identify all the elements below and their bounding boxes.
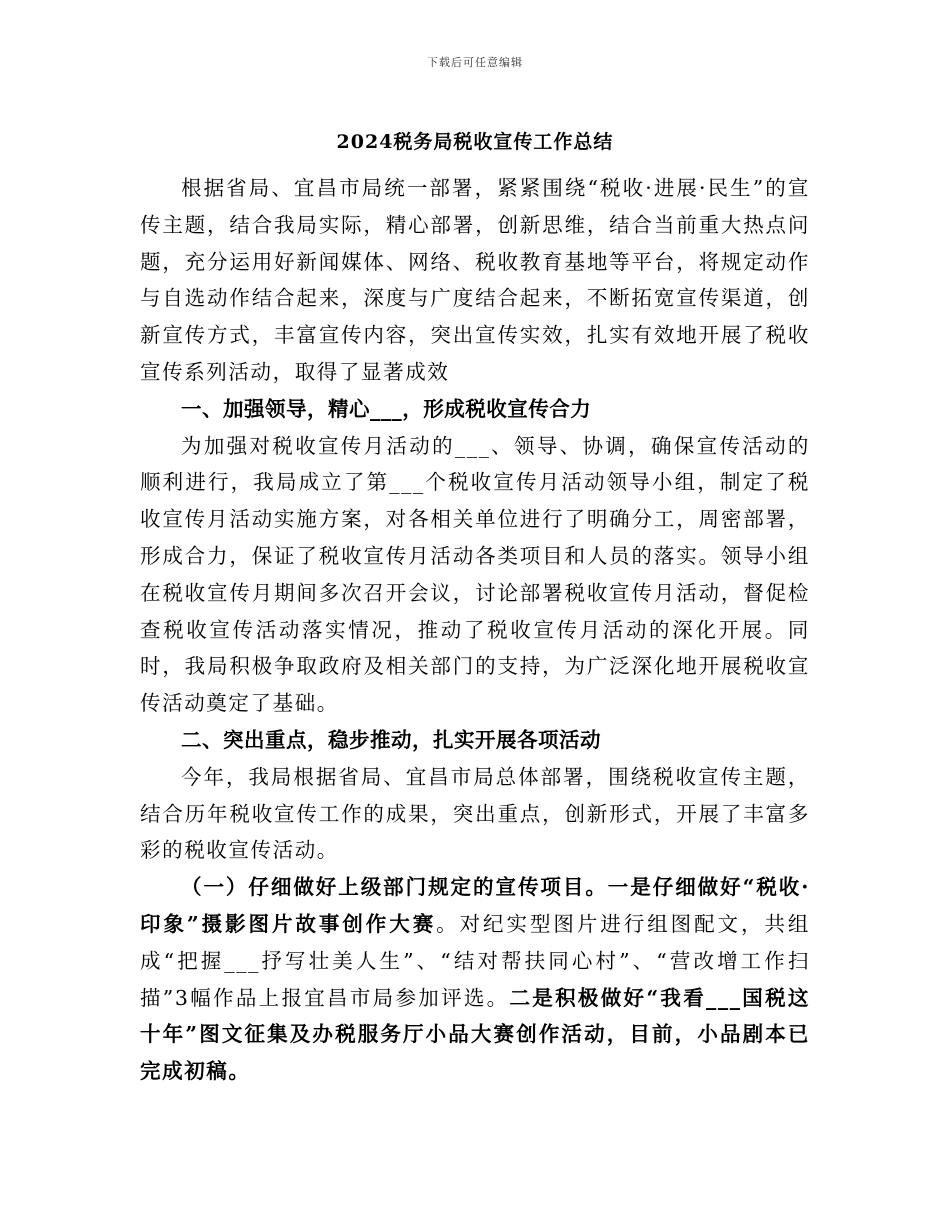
document-body (140, 170, 810, 1090)
subsection-1-paragraph (140, 869, 810, 1090)
document-title: 2024税务局税收宣传工作总结 (336, 131, 614, 153)
section-1-heading: 一、加强领导，精心___，形成税收宣传合力 (181, 396, 592, 421)
subsection-1-second-item: 二是积极做好“我看___国税这十年”图文征集及办税服务厅小品大赛创作活动，目前，小品剧本已完成初稿。 (140, 985, 810, 1084)
page-header-note: 下载后可任意编辑 (427, 56, 523, 69)
subsection-1-detail: 。对纪实型图片进行组图配文，共组成“把握___抒写壮美人生”、“结对帮扶同心村”、“营改增工作扫描”3幅作品上报宜昌市局参加评选。 (140, 911, 810, 1010)
intro-paragraph: 根据省局、宜昌市局统一部署，紧紧围绕“税收·进展·民生”的宣传主题，结合我局实际，精心部署，创新思维，结合当前重大热点问题，充分运用好新闻媒体、网络、税收教育基地等平台，将规定动作与自选动作结合起来，深度与广度结合起来，不断拓宽宣传渠道，创新宣传方式，丰富宣传内容，突出宣传实效，扎实有效地开展了税收宣传系列活动，取得了显著成效 (140, 176, 810, 384)
section-2-paragraph: 今年，我局根据省局、宜昌市局总体部署，围绕税收宣传主题，结合历年税收宣传工作的成果，突出重点，创新形式，开展了丰富多彩的税收宣传活动。 (140, 764, 810, 863)
section-2-heading: 二、突出重点，稳步推动，扎实开展各项活动 (181, 727, 601, 752)
subsection-1-lead: （一）仔细做好上级部门规定的宣传项目。一是仔细做好“税收·印象”摄影图片故事创作大赛 (140, 875, 810, 936)
section-1-paragraph: 为加强对税收宣传月活动的___、领导、协调，确保宣传活动的顺利进行，我局成立了第___个税收宣传月活动领导小组，制定了税收宣传月活动实施方案，对各相关单位进行了明确分工，周密部署，形成合力，保证了税收宣传月活动各类项目和人员的落实。领导小组在税收宣传月期间多次召开会议，讨论部署税收宣传月活动，督促检查税收宣传活动落实情况，推动了税收宣传月活动的深化开展。同时，我局积极争取政府及相关部门的支持，为广泛深化地开展税收宣传活动奠定了基础。 (140, 433, 810, 716)
